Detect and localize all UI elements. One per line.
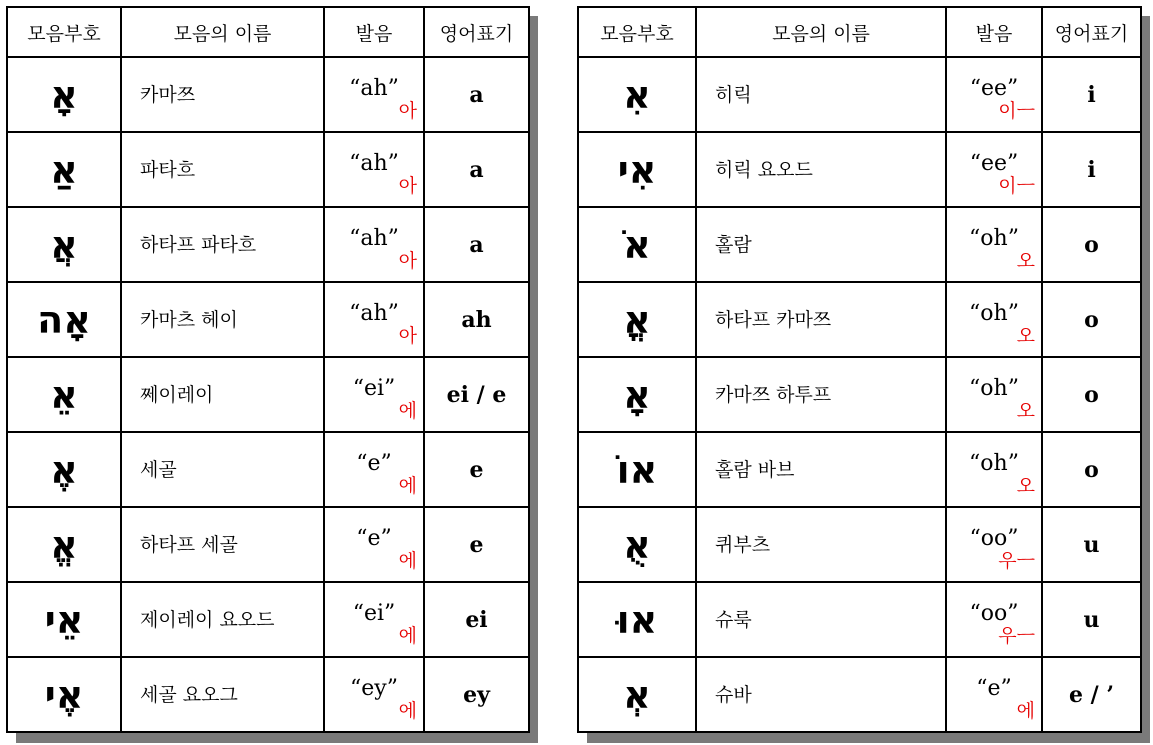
header-english-notation: 영어표기 xyxy=(424,7,529,57)
header-pronunciation: 발음 xyxy=(324,7,424,57)
table-row xyxy=(7,207,529,282)
pronunciation-cell xyxy=(946,282,1042,357)
right-vowel-table-panel xyxy=(577,6,1140,733)
pronunciation-cell xyxy=(324,582,424,657)
pronunciation-cell xyxy=(324,282,424,357)
vowel-name-cell: 쩨이레이 xyxy=(121,357,324,432)
vowel-symbol-cell: אָ xyxy=(7,57,121,132)
pronunciation-text: “oo” xyxy=(969,601,1019,626)
vowel-symbol-cell: אִ xyxy=(578,57,696,132)
header-pronunciation: 발음 xyxy=(946,7,1042,57)
pronunciation-text: “e” xyxy=(976,676,1012,701)
table-row xyxy=(7,132,529,207)
vowel-symbol-cell: אִי xyxy=(578,132,696,207)
pronunciation-cell xyxy=(324,657,424,732)
pronunciation-cell xyxy=(324,507,424,582)
korean-reading: 에 xyxy=(398,625,417,647)
vowel-name-cell: 카마쯔 하투프 xyxy=(696,357,946,432)
pronunciation-text: “e” xyxy=(356,451,392,476)
table-row xyxy=(578,132,1141,207)
english-notation-cell: ey xyxy=(424,657,529,732)
vowel-symbol-cell: אֳ xyxy=(578,282,696,357)
vowel-name-cell: 세골 요오그 xyxy=(121,657,324,732)
pronunciation-cell xyxy=(324,132,424,207)
table-row xyxy=(578,57,1141,132)
pronunciation-text: “ei” xyxy=(352,376,396,401)
korean-reading: 아 xyxy=(398,175,417,197)
korean-reading: 아 xyxy=(398,250,417,272)
vowel-name-cell: 히릭 xyxy=(696,57,946,132)
english-notation-cell: o xyxy=(1042,282,1141,357)
pronunciation-cell xyxy=(946,57,1042,132)
pronunciation-cell xyxy=(324,207,424,282)
vowel-name-cell: 히릭 요오드 xyxy=(696,132,946,207)
table-row xyxy=(578,282,1141,357)
vowel-name-cell: 홀람 xyxy=(696,207,946,282)
vowel-symbol-cell: אֲ xyxy=(7,207,121,282)
pronunciation-text: “ah” xyxy=(349,226,399,251)
vowel-name-cell: 슈바 xyxy=(696,657,946,732)
table-row xyxy=(578,657,1141,732)
pronunciation-text: “ey” xyxy=(350,676,398,701)
english-notation-cell: o xyxy=(1042,432,1141,507)
pronunciation-text: “ei” xyxy=(352,601,396,626)
pronunciation-text: “e” xyxy=(356,526,392,551)
table-row xyxy=(7,432,529,507)
left-header-row xyxy=(7,7,529,57)
vowel-symbol-cell: אֹ xyxy=(578,207,696,282)
english-notation-cell: e xyxy=(424,432,529,507)
vowel-symbol-cell: אָ xyxy=(578,357,696,432)
vowel-name-cell: 슈룩 xyxy=(696,582,946,657)
table-row xyxy=(7,582,529,657)
vowel-name-cell: 하타프 파타흐 xyxy=(121,207,324,282)
right-vowel-table xyxy=(577,6,1142,733)
right-header-row xyxy=(578,7,1141,57)
vowel-symbol-cell: אָה xyxy=(7,282,121,357)
pronunciation-cell xyxy=(324,357,424,432)
english-notation-cell: ei xyxy=(424,582,529,657)
table-row xyxy=(578,507,1141,582)
korean-reading: 에 xyxy=(1016,700,1035,722)
pronunciation-cell xyxy=(946,432,1042,507)
table-row xyxy=(578,207,1141,282)
pronunciation-text: “ah” xyxy=(349,301,399,326)
english-notation-cell: o xyxy=(1042,207,1141,282)
korean-reading: 이ㅡ xyxy=(998,175,1035,197)
english-notation-cell: ah xyxy=(424,282,529,357)
pronunciation-cell xyxy=(324,57,424,132)
korean-reading: 오 xyxy=(1016,250,1035,272)
table-row xyxy=(7,57,529,132)
vowel-name-cell: 퀴부츠 xyxy=(696,507,946,582)
vowel-symbol-cell: אֵי xyxy=(7,582,121,657)
pronunciation-cell xyxy=(946,507,1042,582)
header-vowel-symbol: 모음부호 xyxy=(7,7,121,57)
vowel-name-cell: 하타프 세골 xyxy=(121,507,324,582)
pronunciation-text: “oh” xyxy=(969,451,1019,476)
korean-reading: 아 xyxy=(398,325,417,347)
pronunciation-text: “ee” xyxy=(969,151,1019,176)
pronunciation-text: “ah” xyxy=(349,76,399,101)
header-vowel-name: 모음의 이름 xyxy=(696,7,946,57)
korean-reading: 오 xyxy=(1016,325,1035,347)
left-vowel-table xyxy=(6,6,530,733)
english-notation-cell: u xyxy=(1042,582,1141,657)
table-row xyxy=(578,432,1141,507)
vowel-symbol-cell: אַ xyxy=(7,132,121,207)
english-notation-cell: a xyxy=(424,57,529,132)
header-vowel-symbol: 모음부호 xyxy=(578,7,696,57)
table-row xyxy=(7,357,529,432)
korean-reading: 아 xyxy=(398,100,417,122)
vowel-symbol-cell: אוֹ xyxy=(578,432,696,507)
korean-reading: 에 xyxy=(398,550,417,572)
vowel-name-cell: 세골 xyxy=(121,432,324,507)
vowel-name-cell: 파타흐 xyxy=(121,132,324,207)
vowel-name-cell: 홀람 바브 xyxy=(696,432,946,507)
left-vowel-table-panel xyxy=(6,6,528,733)
english-notation-cell: e / ’ xyxy=(1042,657,1141,732)
vowel-name-cell: 카마츠 헤이 xyxy=(121,282,324,357)
english-notation-cell: i xyxy=(1042,57,1141,132)
table-row xyxy=(578,582,1141,657)
korean-reading: 오 xyxy=(1016,400,1035,422)
english-notation-cell: a xyxy=(424,132,529,207)
vowel-symbol-cell: אֶ xyxy=(7,432,121,507)
pronunciation-text: “oh” xyxy=(969,301,1019,326)
vowel-name-cell: 카마쯔 xyxy=(121,57,324,132)
pronunciation-cell xyxy=(946,207,1042,282)
vowel-symbol-cell: אְ xyxy=(578,657,696,732)
table-row xyxy=(578,357,1141,432)
korean-reading: 우ㅡ xyxy=(998,550,1035,572)
pronunciation-cell xyxy=(946,132,1042,207)
pronunciation-text: “oo” xyxy=(969,526,1019,551)
korean-reading: 오 xyxy=(1016,475,1035,497)
korean-reading: 에 xyxy=(398,400,417,422)
header-vowel-name: 모음의 이름 xyxy=(121,7,324,57)
pronunciation-cell xyxy=(946,582,1042,657)
korean-reading: 에 xyxy=(398,700,417,722)
pronunciation-text: “ee” xyxy=(969,76,1019,101)
vowel-name-cell: 하타프 카마쯔 xyxy=(696,282,946,357)
korean-reading: 이ㅡ xyxy=(998,100,1035,122)
header-english-notation: 영어표기 xyxy=(1042,7,1141,57)
pronunciation-cell xyxy=(946,657,1042,732)
english-notation-cell: o xyxy=(1042,357,1141,432)
table-row xyxy=(7,507,529,582)
table-row xyxy=(7,282,529,357)
vowel-symbol-cell: אֶי xyxy=(7,657,121,732)
pronunciation-text: “ah” xyxy=(349,151,399,176)
vowel-symbol-cell: אוּ xyxy=(578,582,696,657)
vowel-symbol-cell: אֻ xyxy=(578,507,696,582)
korean-reading: 우ㅡ xyxy=(998,625,1035,647)
english-notation-cell: i xyxy=(1042,132,1141,207)
pronunciation-cell xyxy=(946,357,1042,432)
vowel-symbol-cell: אֱ xyxy=(7,507,121,582)
pronunciation-cell xyxy=(324,432,424,507)
pronunciation-text: “oh” xyxy=(969,226,1019,251)
english-notation-cell: e xyxy=(424,507,529,582)
english-notation-cell: a xyxy=(424,207,529,282)
table-row xyxy=(7,657,529,732)
english-notation-cell: ei / e xyxy=(424,357,529,432)
pronunciation-text: “oh” xyxy=(969,376,1019,401)
english-notation-cell: u xyxy=(1042,507,1141,582)
korean-reading: 에 xyxy=(398,475,417,497)
vowel-name-cell: 제이레이 요오드 xyxy=(121,582,324,657)
vowel-symbol-cell: אֵ xyxy=(7,357,121,432)
